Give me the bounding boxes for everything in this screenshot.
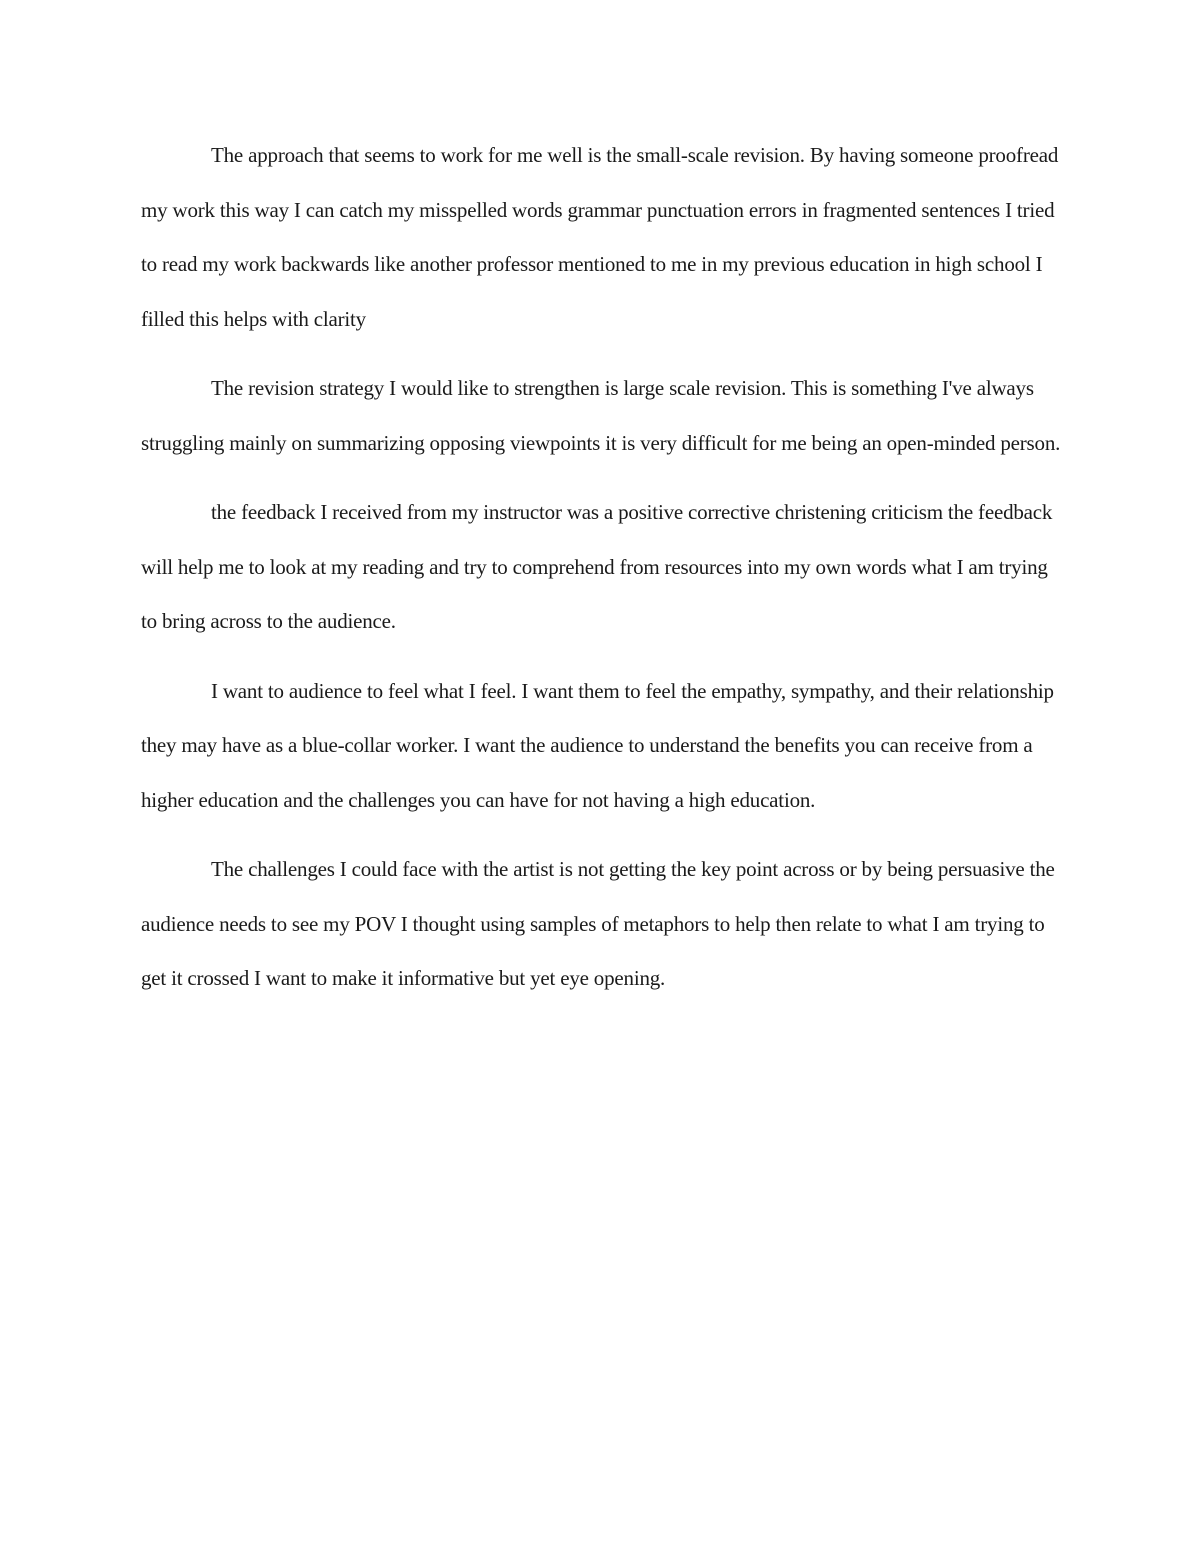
paragraph-audience-feeling: I want to audience to feel what I feel. I want them to feel the empathy, sympathy, and their relationship they may have as a blue-collar worker. I want the audience to understand the benefits you can receive from a higher education and the challenges you can have for not having a high education. [141,678,1054,812]
document-body [141,128,1061,1006]
paragraph-small-scale-revision: The approach that seems to work for me well is the small-scale revision. By having someone proofread my work this way I can catch my misspelled words grammar punctuation errors in fragmented sentences I tried to read my work backwards like another professor mentioned to me in my previous education in high school I filled this helps with clarity [141,143,1059,331]
paragraph-challenges: The challenges I could face with the artist is not getting the key point across or by being persuasive the audience needs to see my POV I thought using samples of metaphors to help then relate to what I am trying to get it crossed I want to make it informative but yet eye opening. [141,857,1055,990]
paragraph-large-scale-revision: The revision strategy I would like to strengthen is large scale revision. This is something I've always struggling mainly on summarizing opposing viewpoints it is very difficult for me being an open-minded person. [141,376,1061,455]
paragraph-instructor-feedback: the feedback I received from my instructor was a positive corrective christening criticism the feedback will help me to look at my reading and try to comprehend from resources into my own words what I am trying to bring across to the audience. [141,500,1053,633]
